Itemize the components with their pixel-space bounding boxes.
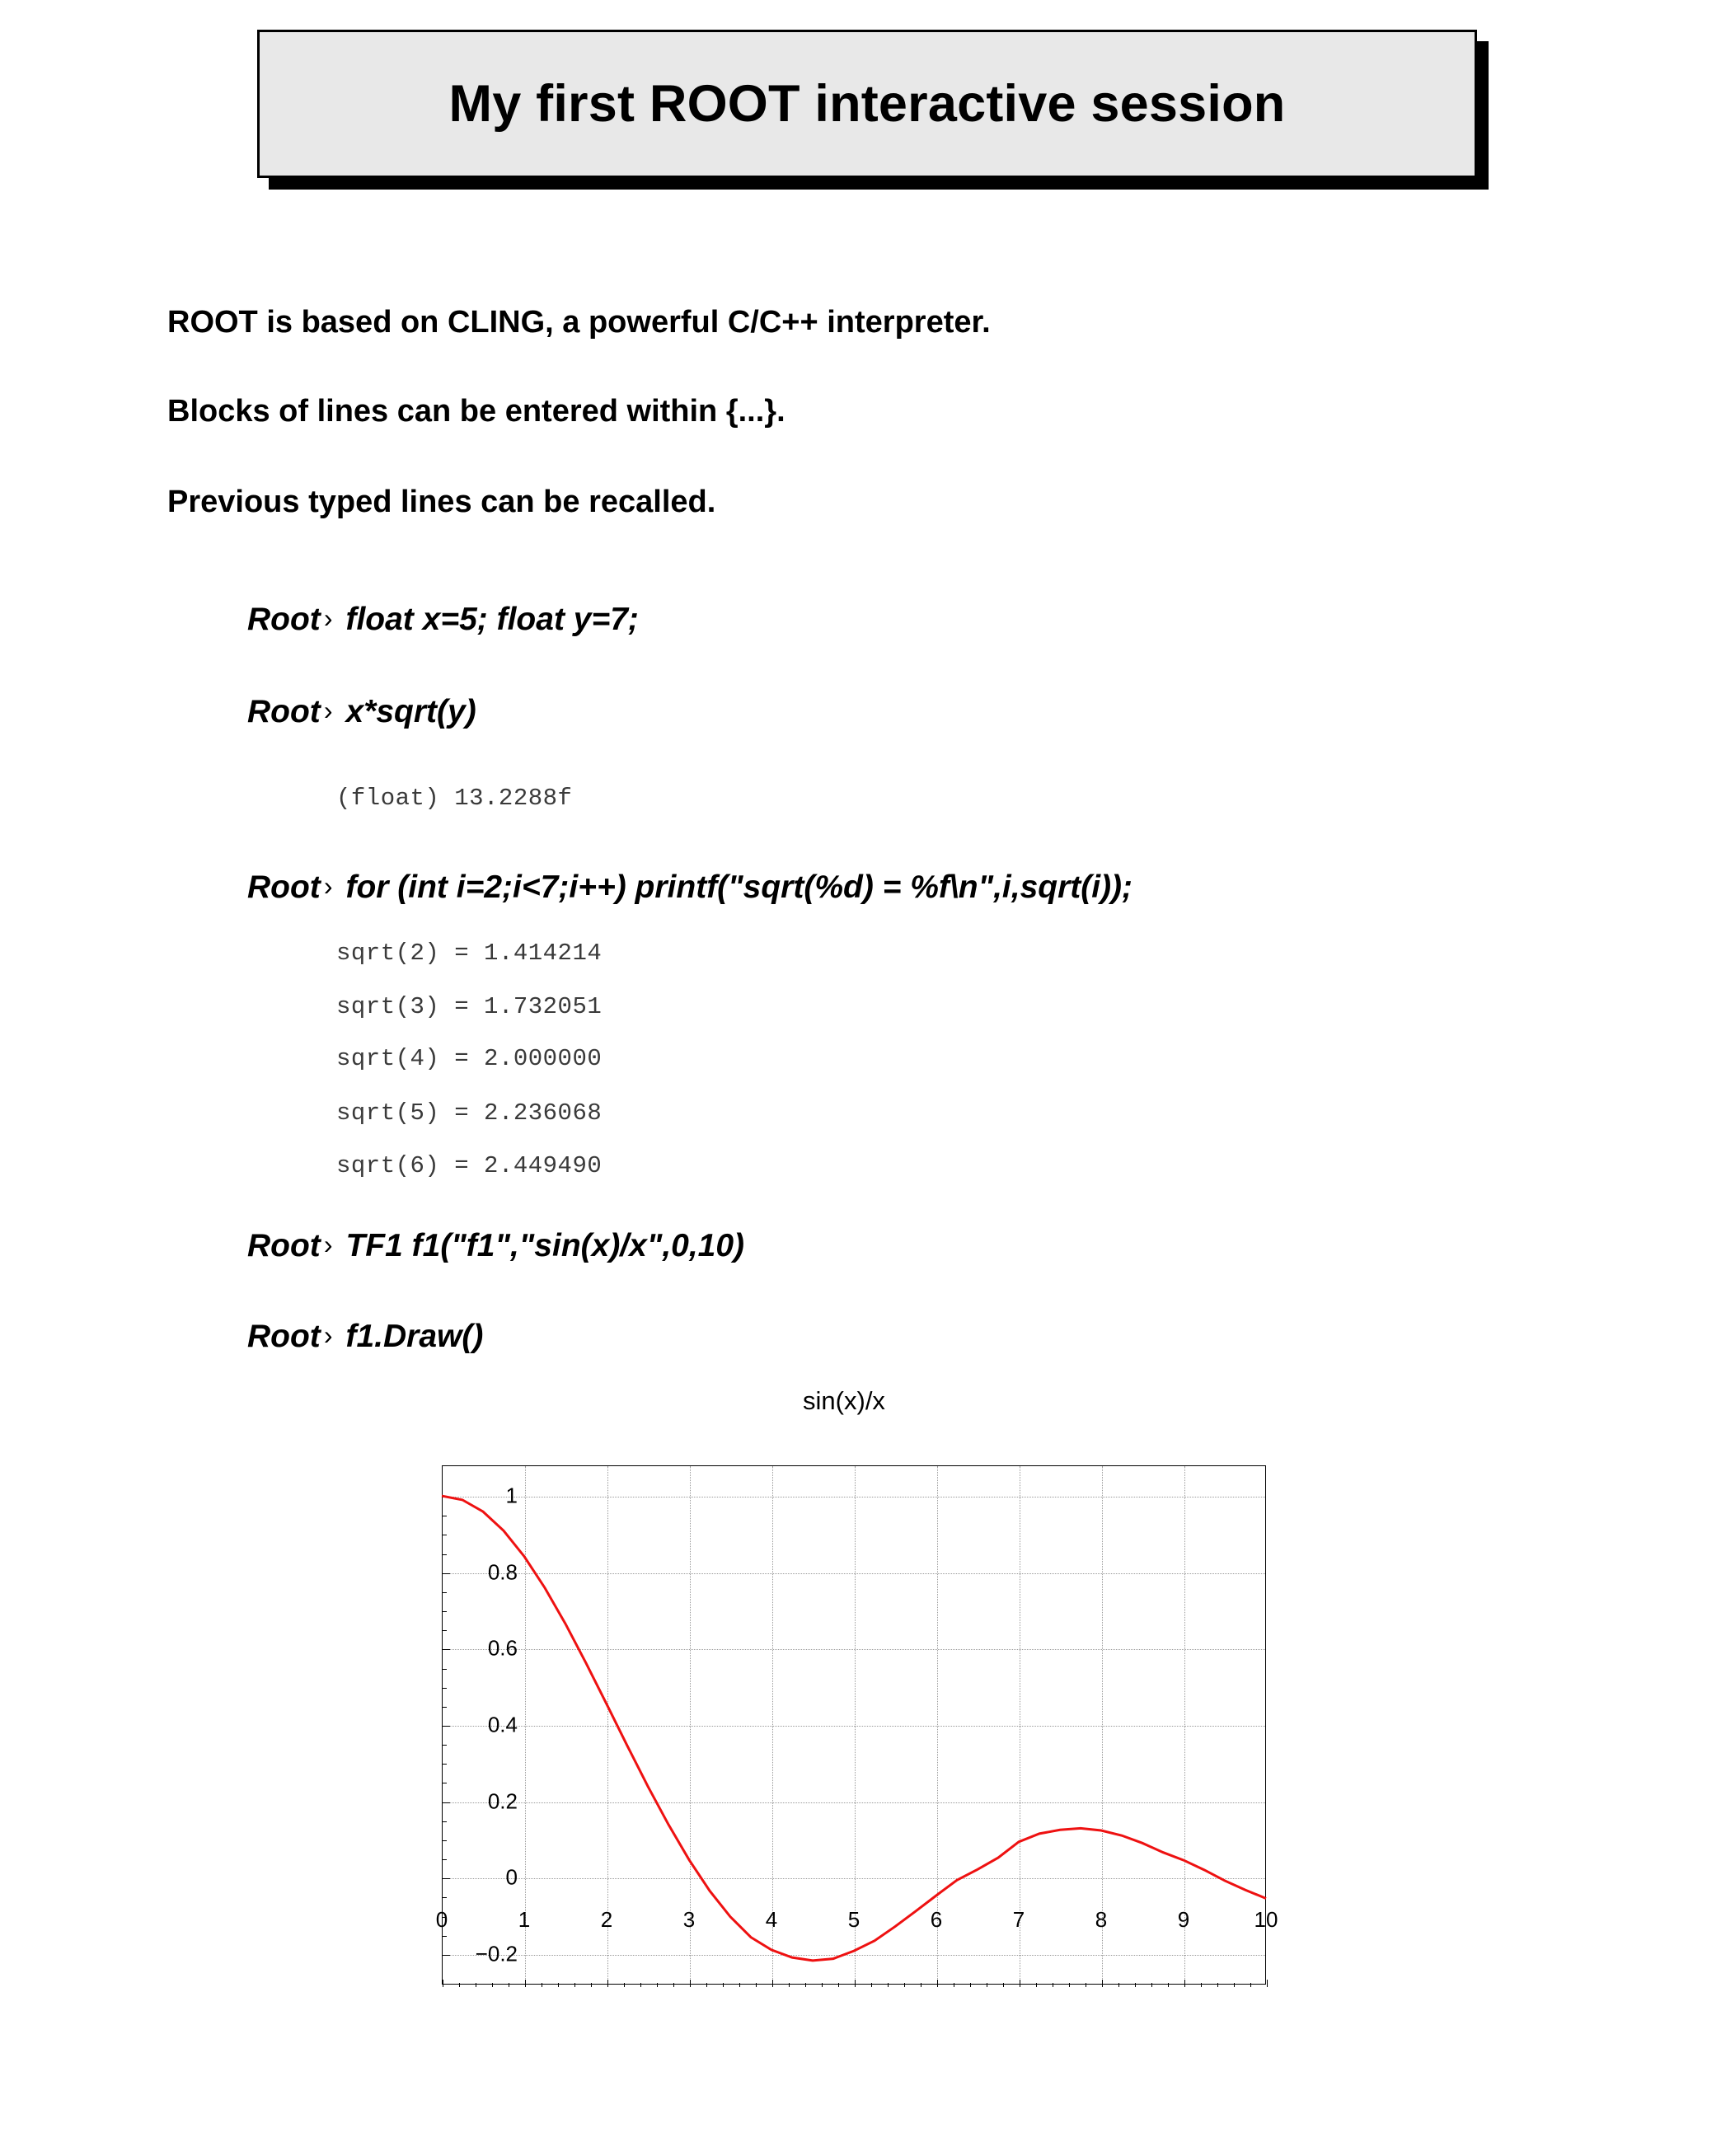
x-axis-label: 4 — [765, 1907, 778, 1932]
title-box — [257, 30, 1477, 178]
command-text: float x=5; float y=7; — [345, 602, 639, 637]
command-text: for (int i=2;i<7;i++) printf("sqrt(%d) = %f\n",i,sqrt(i)); — [345, 869, 1133, 905]
output-line: sqrt(5) = 2.236068 — [336, 1099, 603, 1127]
prompt-line-5 — [247, 1319, 483, 1355]
root-canvas — [336, 1383, 1352, 2049]
prompt-label: Root — [247, 869, 321, 905]
prompt-label: Root — [247, 1228, 321, 1263]
x-axis-minor-tick — [1267, 1983, 1268, 1987]
prompt-line-1 — [247, 602, 639, 638]
y-axis-label: 0.6 — [487, 1635, 518, 1661]
slide-title-banner — [257, 30, 1477, 178]
output-line: sqrt(3) = 1.732051 — [336, 993, 603, 1020]
prompt-caret-icon: › — [323, 1230, 333, 1259]
paragraph-2: Blocks of lines can be entered within {...}. — [167, 394, 785, 429]
x-axis-label: 1 — [518, 1907, 531, 1932]
x-axis-label: 3 — [682, 1907, 696, 1932]
series-line-sinx-over-x — [442, 1496, 1266, 1961]
prompt-label: Root — [247, 602, 321, 637]
paragraph-1: ROOT is based on CLING, a powerful C/C++ interpreter. — [167, 305, 991, 340]
x-axis-label: 0 — [435, 1907, 448, 1932]
chart-title: sin(x)/x — [803, 1386, 885, 1415]
y-axis-label: 0.2 — [487, 1788, 518, 1814]
prompt-line-4 — [247, 1228, 744, 1264]
x-axis-label: 9 — [1177, 1907, 1190, 1932]
output-line: sqrt(6) = 2.449490 — [336, 1152, 603, 1179]
x-axis-label: 6 — [930, 1907, 943, 1932]
prompt-caret-icon: › — [323, 871, 333, 901]
x-axis-label: 7 — [1012, 1907, 1025, 1932]
prompt-label: Root — [247, 1319, 321, 1354]
y-axis-label: 0 — [505, 1864, 518, 1890]
output-line: sqrt(4) = 2.000000 — [336, 1045, 603, 1072]
y-axis-label: 0.4 — [487, 1712, 518, 1737]
command-text: TF1 f1("f1","sin(x)/x",0,10) — [345, 1228, 745, 1263]
command-text: f1.Draw() — [345, 1319, 484, 1354]
x-axis-label: 10 — [1254, 1907, 1278, 1932]
output-line: sqrt(2) = 1.414214 — [336, 940, 603, 967]
prompt-label: Root — [247, 694, 321, 729]
command-text: x*sqrt(y) — [345, 694, 476, 729]
y-axis-label: 0.8 — [487, 1559, 518, 1585]
prompt-line-2 — [247, 694, 476, 730]
paragraph-3: Previous typed lines can be recalled. — [167, 485, 716, 519]
y-axis-label: 1 — [505, 1483, 518, 1508]
prompt-caret-icon: › — [323, 696, 333, 725]
prompt-line-3 — [247, 869, 1132, 906]
x-axis-label: 5 — [847, 1907, 860, 1932]
y-axis-label: −0.2 — [475, 1941, 518, 1966]
page-title: My first ROOT interactive session — [448, 75, 1286, 133]
prompt-caret-icon: › — [323, 1320, 333, 1350]
prompt-caret-icon: › — [323, 603, 333, 633]
x-axis-label: 8 — [1095, 1907, 1108, 1932]
output-float-value: (float) 13.2288f — [336, 785, 573, 812]
x-axis-label: 2 — [600, 1907, 613, 1932]
